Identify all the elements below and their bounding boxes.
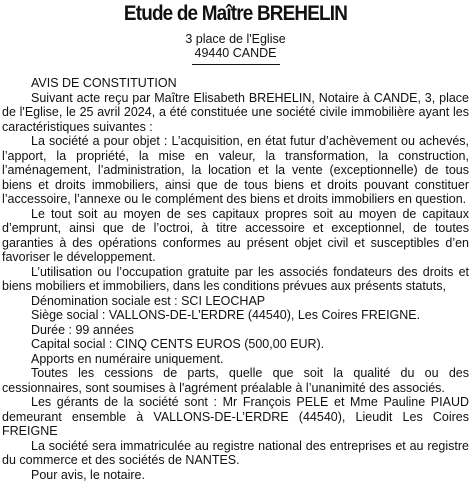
paragraph-capital: Capital social : CINQ CENTS EUROS (500,00 EUR).: [2, 337, 469, 352]
paragraph-head-office: Siège social : VALLONS-DE-L'ERDRE (44540), Les Coires FREIGNE.: [2, 308, 469, 323]
paragraph-usage: L’utilisation ou l’occupation gratuite par les associés fondateurs des droits et biens mobiliers et immobiliers, dans les conditions prévues aux présents statuts,: [2, 265, 469, 294]
notice-heading: AVIS DE CONSTITUTION: [2, 76, 469, 91]
paragraph-contributions: Apports en numéraire uniquement.: [2, 352, 469, 367]
paragraph-financing: Le tout soit au moyen de ses capitaux propres soit au moyen de capitaux d’emprunt, ainsi que de l’octroi, à titre accessoire et exceptionnel, de toutes garanties à des opérations conformes au présent objet civil et susceptibles d’en favoriser le développement.: [2, 207, 469, 265]
paragraph-duration: Durée : 99 années: [2, 323, 469, 338]
paragraph-purpose: La société a pour objet : L’acquisition, en état futur d’achèvement ou achevés, l’apport, la propriété, la mise en valeur, la transformation, la construction, l’aménagement, l’administration, la location et la vente (exceptionnelle) de tous biens et droits immobiliers, ainsi que de tous biens et droits pouvant constituer l’accessoire, l’annexe ou le complément des biens et droits immobiliers en question.: [2, 134, 469, 207]
paragraph-registration: La société sera immatriculée au registre national des entreprises et au registre du commerce et des sociétés de NANTES.: [2, 439, 469, 468]
paragraph-share-transfers: Toutes les cessions de parts, quelle que soit la qualité du ou des cessionnaires, sont soumises à l'agrément préalable à l’unanimité des associés.: [2, 366, 469, 395]
paragraph-company-name: Dénomination sociale est : SCI LEOCHAP: [2, 294, 469, 309]
address-city: 49440 CANDE: [2, 46, 469, 60]
paragraph-signature: Pour avis, le notaire.: [2, 468, 469, 482]
notice-title: Etude de Maître BREHELIN: [25, 2, 445, 26]
legal-notice: [2, 2, 469, 482]
office-address: [2, 32, 469, 60]
address-street: 3 place de l'Eglise: [2, 32, 469, 46]
paragraph-deed: Suivant acte reçu par Maître Elisabeth BREHELIN, Notaire à CANDE, 3, place de l'Eglise, le 25 avril 2024, a été constituée une société civile immobilière ayant les caractéristiques suivantes :: [2, 91, 469, 135]
notice-body: [2, 76, 469, 482]
paragraph-managers: Les gérants de la société sont : Mr François PELE et Mme Pauline PIAUD demeurant ensemble à VALLONS-DE-L’ERDRE (44540), Lieudit Les Coires FREIGNE: [2, 395, 469, 439]
title-divider: [192, 64, 280, 65]
